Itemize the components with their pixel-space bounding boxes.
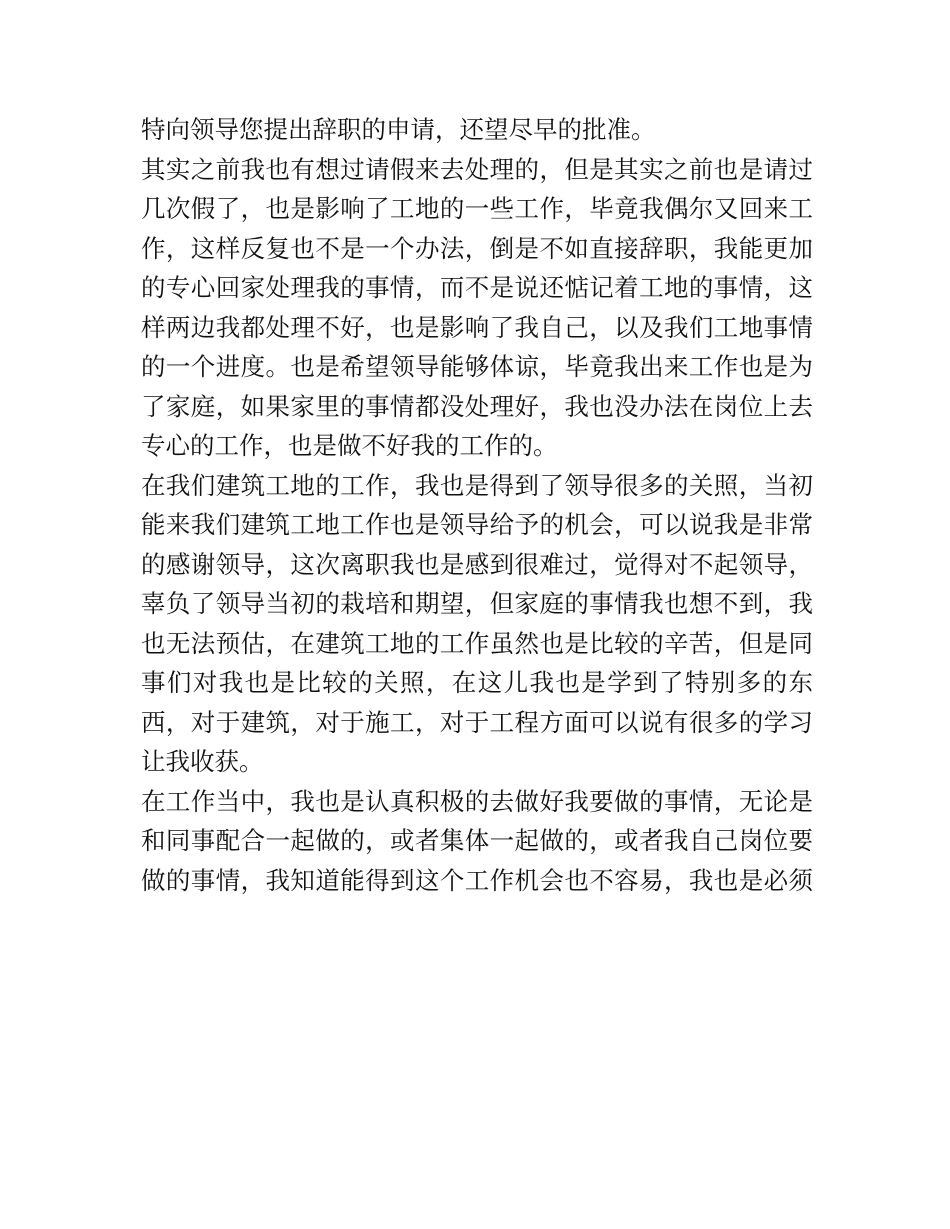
paragraph-1 [141, 110, 813, 150]
text-line: 几次假了，也是影响了工地的一些工作，毕竟我偶尔又回来工 [141, 194, 813, 223]
text-line: 其实之前我也有想过请假来去处理的，但是其实之前也是请过 [141, 154, 813, 184]
text-line: 在工作当中，我也是认真积极的去做好我要做的事情，无论是 [141, 786, 813, 816]
text-line: 做的事情，我知道能得到这个工作机会也不容易，我也是必须 [141, 865, 813, 895]
text-line: 也无法预估，在建筑工地的工作虽然也是比较的辛苦，但是同 [141, 628, 813, 658]
text-line: 在我们建筑工地的工作，我也是得到了领导很多的关照，当初 [141, 470, 813, 500]
text-line: 特向领导您提出辞职的申请，还望尽早的批准。 [141, 115, 656, 144]
paragraph-4 [141, 782, 813, 901]
text-line: 事们对我也是比较的关照，在这儿我也是学到了特别多的东 [141, 668, 813, 697]
text-line: 样两边我都处理不好，也是影响了我自己，以及我们工地事情 [141, 312, 813, 342]
text-line: 让我收获。 [141, 747, 264, 776]
text-line: 和同事配合一起做的，或者集体一起做的，或者我自己岗位要 [141, 826, 813, 855]
text-line: 能来我们建筑工地工作也是领导给予的机会，可以说我是非常 [141, 510, 813, 539]
paragraph-3 [141, 466, 813, 782]
text-line: 了家庭，如果家里的事情都没处理好，我也没办法在岗位上去 [141, 391, 813, 421]
text-line: 辜负了领导当初的栽培和期望，但家庭的事情我也想不到，我 [141, 589, 813, 618]
document-body [141, 110, 813, 900]
paragraph-2 [141, 150, 813, 466]
text-line: 作，这样反复也不是一个办法，倒是不如直接辞职，我能更加 [141, 233, 813, 263]
text-line: 西，对于建筑，对于施工，对于工程方面可以说有很多的学习 [141, 707, 813, 737]
text-line: 的感谢领导，这次离职我也是感到很难过，觉得对不起领导， [141, 549, 813, 579]
text-line: 的专心回家处理我的事情，而不是说还惦记着工地的事情，这 [141, 273, 813, 302]
text-line: 的一个进度。也是希望领导能够体谅，毕竟我出来工作也是为 [141, 352, 813, 381]
text-line: 专心的工作，也是做不好我的工作的。 [141, 431, 558, 460]
